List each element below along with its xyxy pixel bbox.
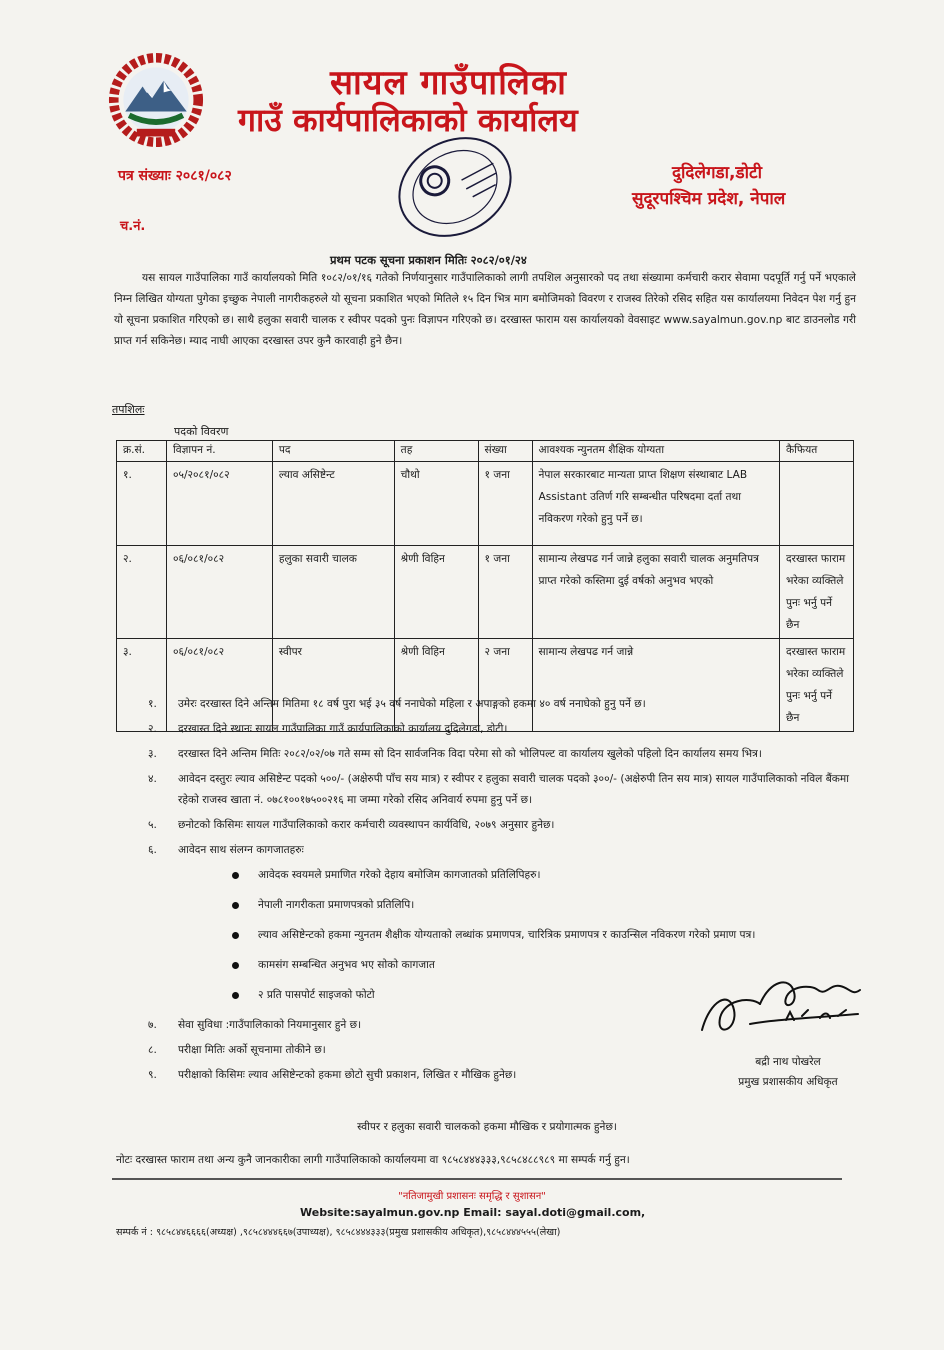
condition-item — [148, 744, 868, 765]
header-serial: क्र.सं. — [117, 441, 167, 462]
cell-remarks: दरखास्त फाराम भरेका व्यक्तिले पुनः भर्नु पर्ने छैन — [780, 546, 854, 639]
address-line1: दुदिलेगडा,डोटी — [672, 163, 762, 183]
details-section-label: तपशिलः — [112, 403, 145, 416]
cell-ad-number: ०६/०८१/०८२ — [166, 639, 272, 732]
bullet-icon — [232, 872, 239, 879]
condition-number: १. — [148, 698, 157, 710]
condition-text: दरखास्त दिने अन्तिम मितिः २०८२/०२/०७ गते सम्म सो दिन सार्वजनिक विदा परेमा सो को भोलिपल्ट वा कार्यालय खुलेको पहिलो दिन कार्यालय समय भित्र। — [178, 748, 762, 760]
header-ad-number: विज्ञापन नं. — [166, 441, 272, 462]
condition-number: ६. — [148, 844, 157, 856]
cell-level: श्रेणी विहिन — [394, 639, 478, 732]
attachment-text: ल्याव असिष्टेन्टको हकमा न्युनतम शैक्षीक योग्यताको लब्धांक प्रमाणपत्र, चारित्रिक प्रमाणपत्र र काउन्सिल नविकरण गरेको प्रमाण पत्र। — [258, 929, 756, 941]
condition-text: आवेदन साथ संलग्न कागजातहरुः — [178, 844, 304, 856]
cell-post: ल्याव असिष्टेन्ट — [272, 462, 394, 546]
condition-text: छनोटको किसिमः सायल गाउँपालिकाको करार कर्मचारी व्यवस्थापन कार्यविधि, २०७९ अनुसार हुनेछ। — [178, 819, 555, 831]
dispatch-number: च.नं. — [120, 219, 146, 234]
government-emblem-icon — [108, 52, 204, 148]
cell-qualification: सामान्य लेखपढ गर्न जान्ने हलुका सवारी चालक अनुमतिपत्र प्राप्त गरेको कस्तिमा दुई वर्षको अनुभव भएको — [532, 546, 780, 639]
cell-count: २ जना — [478, 639, 532, 732]
cell-serial: २. — [117, 546, 167, 639]
footer-contact-numbers: सम्पर्क नं : ९८५८४४६६६६(अध्यक्ष) ,९८५८४४४६६७(उपाध्यक्ष), ९८५८४४४३३३(प्रमुख प्रशासकीय अधिकृत),९८५८४४४५५५(लेखा) — [116, 1227, 561, 1238]
bullet-icon — [232, 932, 239, 939]
signatory-name: बद्री नाथ पोखरेल — [755, 1056, 821, 1068]
cell-qualification: नेपाल सरकारबाट मान्यता प्राप्त शिक्षण संस्थाबाट LAB Assistant उतिर्ण गरि सम्बन्धीत परिषदमा दर्ता तथा नविकरण गरेको हुनु पर्ने छ। — [532, 462, 780, 546]
municipality-title: सायल गाउँपालिका — [330, 63, 567, 103]
condition-text: सेवा सुविधा :गाउँपालिकाको नियमानुसार हुने छ। — [178, 1019, 362, 1031]
address-line2: सुदूरपश्चिम प्रदेश, नेपाल — [632, 189, 786, 209]
notice-intro-paragraph: यस सायल गाउँपालिका गाउँ कार्यालयको मिति १०८२/०१/१६ गतेको निर्णयानुसार गाउँपालिकाको लागी तपशिल अनुसारको पद तथा संख्यामा कर्मचारी करार सेवामा पदपूर्ति गर्नु पर्ने भएकाले निम्न लिखित योग्यता पुगेका इच्छुक नेपाली नागरीकहरुले यो सूचना प्रकाशित भएको मितिले १५ दिन भित्र माग बमोजिमको विवरण र राजस्व तिरेको रसिद सहित यस कार्यालयमा निवेदन पेश गर्नु हुन यो सूचना प्रकाशित गरिएको छ। साथै हलुका सवारी चालक र स्वीपर पदको पुनः विज्ञापन गरिएको छ। दरखास्त फाराम यस कार्यालयको वेवसाइट www.sayalmun.gov.np बाट डाउनलोड गरी प्राप्त गर्न सकिनेछ। म्याद नाघी आएका दरखास्त उपर कुनै कारवाही हुने छैन। — [114, 272, 856, 347]
cell-serial: १. — [117, 462, 167, 546]
list-item — [232, 865, 868, 886]
bullet-icon — [232, 992, 239, 999]
header-level: तह — [394, 441, 478, 462]
cell-post: स्वीपर — [272, 639, 394, 732]
attachment-text: आवेदक स्वयमले प्रमाणित गरेको देहाय बमोजिम कागजातको प्रतिलिपिहरु। — [258, 869, 541, 881]
contact-note: नोटः दरखास्त फाराम तथा अन्य कुनै जानकारीका लागी गाउँपालिकाको कार्यालयमा वा ९८५८४४४३३३,९८५८४८८९८९ मा सम्पर्क गर्नु हुन। — [116, 1154, 630, 1166]
condition-item — [148, 815, 868, 836]
bullet-icon — [232, 902, 239, 909]
footer-motto: "नतिजामुखी प्रशासनः समृद्धि र सुशासन" — [398, 1191, 546, 1202]
cell-count: १ जना — [478, 462, 532, 546]
condition-number: ९. — [148, 1069, 157, 1081]
header-remarks: कैफियत — [780, 441, 854, 462]
footer-divider — [112, 1178, 842, 1180]
condition-text: परीक्षा मितिः अर्को सूचनामा तोकीने छ। — [178, 1044, 326, 1056]
condition-number: ७. — [148, 1019, 157, 1031]
footer-website-email: Website:sayalmun.gov.np Email: sayal.doti@gmail.com, — [300, 1206, 646, 1219]
signatory-block — [728, 1052, 848, 1092]
attachment-text: नेपाली नागरीकता प्रमाणपत्रको प्रतिलिपि। — [258, 899, 415, 911]
condition-number: ३. — [148, 748, 157, 760]
cell-level: चौथो — [394, 462, 478, 546]
condition-number: ८. — [148, 1044, 157, 1056]
condition-item — [148, 694, 868, 715]
list-item — [232, 895, 868, 916]
table-row — [117, 462, 854, 546]
condition-number: ५. — [148, 819, 157, 831]
cell-count: १ जना — [478, 546, 532, 639]
condition-number: ४. — [148, 773, 157, 785]
cell-remarks — [780, 462, 854, 546]
cell-qualification: सामान्य लेखपढ गर्न जान्ने — [532, 639, 780, 732]
cell-level: श्रेणी विहिन — [394, 546, 478, 639]
header-qualification: आवश्यक न्युनतम शैक्षिक योग्यता — [532, 441, 780, 462]
letter-number: पत्र संख्याः २०८१/०८२ — [118, 168, 232, 184]
cell-ad-number: ०५/२०८१/०८२ — [166, 462, 272, 546]
cell-serial: ३. — [117, 639, 167, 732]
condition-number: २. — [148, 723, 157, 735]
condition-item — [148, 719, 868, 740]
header-post: पद — [272, 441, 394, 462]
cell-post: हलुका सवारी चालक — [272, 546, 394, 639]
list-item — [232, 925, 868, 946]
office-title: गाउँ कार्यपालिकाको कार्यालय — [238, 101, 578, 139]
attachment-text: कामसंग सम्बन्धित अनुभव भए सोको कागजात — [258, 959, 435, 971]
special-note: स्वीपर र हलुका सवारी चालकको हकमा मौखिक र प्रयोगात्मक हुनेछ। — [357, 1121, 617, 1133]
header-count: संख्या — [478, 441, 532, 462]
condition-text: आवेदन दस्तुरः ल्याव असिष्टेन्ट पदको ५००/- (अक्षेरुपी पाँच सय मात्र) र स्वीपर र हलुका सवारी चालक पदको ३००/- (अक्षेरुपी तिन सय मात्र) सायल गाउँपालिकाको नविल बैंकमा रहेको राजस्व खाता नं. ०७८१००१७५००२१६ मा जम्मा गरेको रसिद अनिवार्य रुपमा हुनु पर्ने छ। — [178, 773, 850, 806]
bullet-icon — [232, 962, 239, 969]
attachment-text: २ प्रति पासपोर्ट साइजको फोटो — [258, 989, 375, 1001]
signatory-designation: प्रमुख प्रशासकीय अधिकृत — [738, 1076, 838, 1088]
signature-icon — [690, 960, 870, 1050]
office-stamp-icon — [380, 124, 530, 250]
condition-text: दरखास्त दिने स्थानः सायल गाउँपालिका गाउँ कार्यपालिकाको कार्यालय दुदिलेगडा, डोटी। — [178, 723, 508, 735]
table-row — [117, 546, 854, 639]
cell-remarks: दरखास्त फाराम भरेका व्यक्तिले पुनः भर्नु पर्ने छैन — [780, 639, 854, 732]
cell-ad-number: ०६/०८१/०८२ — [166, 546, 272, 639]
condition-item — [148, 769, 868, 811]
condition-text: उमेरः दरखास्त दिने अन्तिम मितिमा १८ वर्ष पुरा भई ३५ वर्ष ननाघेको महिला र अपाङ्गको हकमा ४० वर्ष ननाघेको हुनु पर्ने छ। — [178, 698, 646, 710]
notice-publish-date: प्रथम पटक सूचना प्रकाशन मितिः २०८२/०१/२४ — [330, 253, 527, 267]
table-caption: पदको विवरण — [174, 425, 229, 438]
table-header-row — [117, 441, 854, 462]
condition-text: परीक्षाको किसिमः ल्याव असिष्टेन्टको हकमा छोटो सुची प्रकाशन, लिखित र मौखिक हुनेछ। — [178, 1069, 517, 1081]
vacancy-table — [116, 440, 854, 732]
condition-item — [148, 840, 868, 861]
